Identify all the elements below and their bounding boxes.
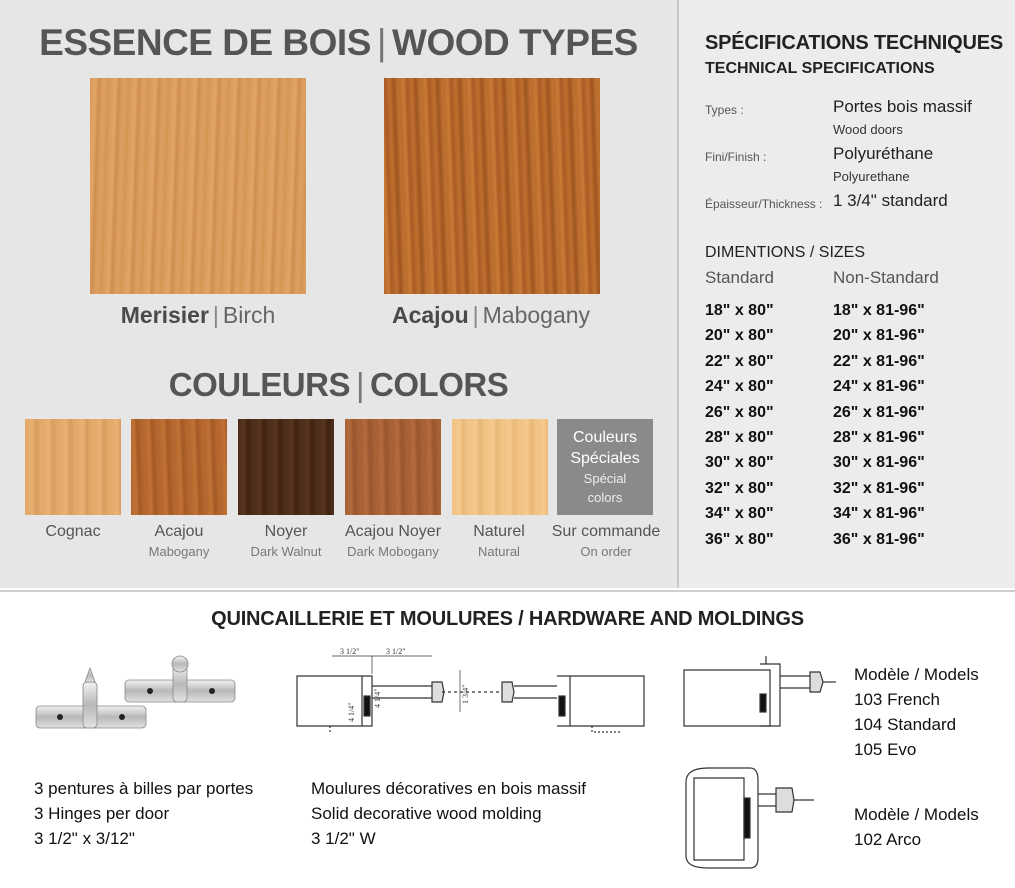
size-item: 22" x 80"	[705, 352, 774, 370]
types-key: Types :	[705, 103, 744, 117]
color-label-cognac: Cognac	[45, 523, 101, 540]
frame-profile-illustration-1	[680, 654, 840, 734]
dimensions-title: DIMENTIONS / SIZES	[705, 244, 866, 261]
thickness-value: 1 3/4" standard	[833, 191, 948, 210]
nonstandard-sizes-list	[833, 298, 925, 552]
size-item: 20" x 80"	[705, 327, 774, 345]
hardware-panel	[0, 590, 1015, 888]
size-item: 28" x 81-96"	[833, 429, 925, 447]
dim-mark-c: 4 1/4"	[373, 688, 382, 708]
size-item: 34" x 80"	[705, 505, 774, 523]
size-item: 36" x 81-96"	[833, 530, 925, 548]
specs-title-en: TECHNICAL SPECIFICATIONS	[705, 60, 935, 77]
color-swatch-acajou-noyer	[345, 419, 441, 515]
size-item: 18" x 80"	[705, 302, 774, 319]
color-swatch-cognac	[25, 419, 121, 515]
size-item: 34" x 81-96"	[833, 505, 925, 523]
dim-mark-b: 3 1/2"	[386, 648, 406, 656]
dim-mark-e: 4 1/4"	[347, 702, 356, 722]
specs-title-fr: SPÉCIFICATIONS TECHNIQUES	[705, 32, 1003, 54]
size-item: 18" x 81-96"	[833, 302, 925, 319]
size-item: 30" x 80"	[705, 454, 774, 472]
specs-panel	[677, 0, 1015, 588]
colors-title: COULEURS | COLORS	[168, 366, 509, 403]
frame-profile-illustration-2	[680, 764, 820, 874]
hinges-illustration	[30, 652, 240, 742]
birch-swatch	[90, 78, 306, 294]
nonstandard-header: Non-Standard	[833, 268, 939, 287]
finish-value-en: Polyurethane	[833, 169, 910, 184]
size-item: 24" x 80"	[705, 378, 774, 396]
standard-sizes-list	[705, 298, 774, 552]
size-item: 20" x 81-96"	[833, 327, 925, 345]
size-item: 32" x 80"	[705, 479, 774, 497]
size-item: 24" x 81-96"	[833, 378, 925, 396]
thickness-key: Épaisseur/Thickness :	[705, 197, 823, 211]
color-swatch-acajou	[131, 419, 227, 515]
molding-illustration	[292, 648, 652, 738]
size-item: 36" x 80"	[705, 530, 774, 548]
wood-colors-panel	[0, 0, 677, 588]
finish-value: Polyuréthane	[833, 144, 934, 163]
finish-key: Fini/Finish :	[705, 150, 767, 164]
color-label-acajou: Acajou Mabogany	[148, 523, 210, 559]
mahogany-swatch	[384, 78, 600, 294]
size-item: 28" x 80"	[705, 429, 774, 447]
color-swatch-naturel	[452, 419, 548, 515]
dim-mark-a: 3 1/2"	[340, 648, 360, 656]
size-item: 26" x 81-96"	[833, 403, 925, 421]
size-item: 32" x 81-96"	[833, 479, 925, 497]
color-swatch-noyer	[238, 419, 334, 515]
color-label-naturel: Naturel Natural	[473, 523, 525, 559]
standard-header: Standard	[705, 268, 774, 287]
color-label-noyer: Noyer Dark Walnut	[250, 523, 322, 559]
models-list-1: Modèle / Models 103 French 104 Standard 105 Evo	[854, 665, 979, 759]
color-label-acajou-noyer: Acajou Noyer Dark Mobogany	[344, 523, 442, 559]
types-value-en: Wood doors	[833, 122, 903, 137]
models-list-2: Modèle / Models 102 Arco	[854, 805, 979, 849]
dim-mark-d: 1 3/4"	[461, 684, 470, 704]
color-label-sur-commande: Sur commande On order	[551, 523, 661, 559]
hardware-title: QUINCAILLERIE ET MOULURES / HARDWARE AND MOLDINGS	[211, 608, 804, 630]
size-item: 30" x 81-96"	[833, 454, 925, 472]
birch-label: Merisier | Birch	[120, 302, 276, 328]
mahogany-label: Acajou | Mabogany	[391, 302, 591, 328]
size-item: 22" x 81-96"	[833, 352, 925, 370]
hinges-text: 3 pentures à billes par portes 3 Hinges per door 3 1/2" x 3/12"	[34, 779, 254, 848]
size-item: 26" x 80"	[705, 403, 774, 421]
molding-text: Moulures décoratives en bois massif Solid decorative wood molding 3 1/2" W	[311, 779, 586, 848]
types-value: Portes bois massif	[833, 97, 972, 116]
color-swatch-special: Couleurs Spéciales Spécial colors	[557, 419, 653, 515]
wood-types-title: ESSENCE DE BOIS | WOOD TYPES	[39, 22, 638, 63]
